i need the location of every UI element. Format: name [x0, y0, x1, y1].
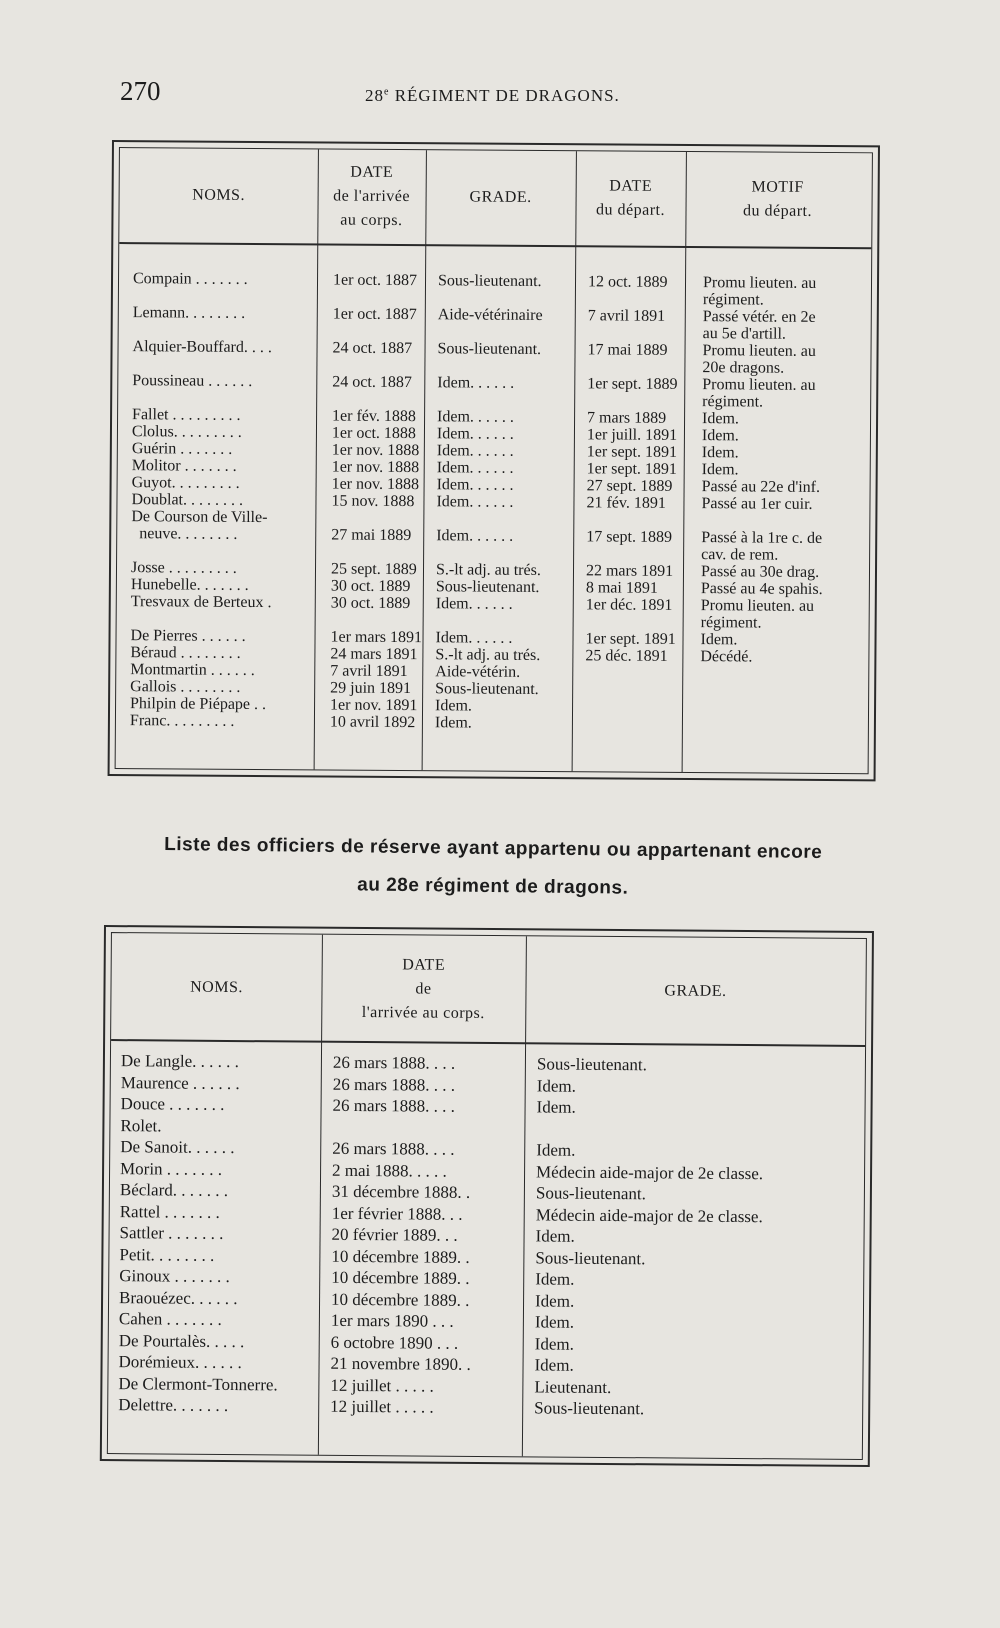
cell-nom: Guyot. . . . . . . . . [131, 474, 240, 492]
cell-date-arrivee: 1er nov. 1888 [331, 441, 420, 460]
header-date-arrivee: DATE de l'arrivée au corps. [333, 163, 411, 230]
cell-nom: De Langle. . . . . . [120, 1051, 240, 1072]
cell-grade: Sous-lieutenant. [534, 1398, 645, 1419]
cell-motif: Idem. [701, 427, 739, 445]
cell-motif: régiment. [702, 291, 764, 309]
cell-nom: Rattel . . . . . . . [119, 1201, 220, 1222]
cell-date-arrivee: 1er fév. 1888 [332, 407, 416, 426]
table-row [104, 1201, 870, 1226]
cell-date-arrivee: 26 mars 1888. . . . [332, 1095, 455, 1116]
cell-date-arrivee: 1er nov. 1888 [331, 475, 420, 494]
cell-motif: Promu lieuten. au [702, 376, 816, 394]
cell-date-arrivee: 25 sept. 1889 [330, 560, 417, 579]
cell-nom: Petit. . . . . . . . [119, 1244, 215, 1265]
cell-nom: neuve. . . . . . . . [131, 525, 238, 543]
cell-motif: Passé au 1er cuir. [701, 495, 813, 513]
table-row [103, 1287, 869, 1311]
header-date-depart: DATE du départ. [595, 177, 666, 219]
header-date-arrivee: DATE de l'arrivée au corps. [361, 956, 485, 1022]
cell-date-depart: 1er sept. 1891 [585, 630, 676, 648]
cell-grade: S.-lt adj. au trés. [435, 646, 541, 665]
cell-date-depart: 1er sept. 1889 [587, 375, 678, 393]
cell-grade: Sous-lieutenant. [437, 340, 542, 359]
cell-date-depart: 17 sept. 1889 [586, 528, 673, 546]
cell-grade: Idem. . . . . . [436, 459, 514, 477]
cell-date-arrivee: 10 décembre 1889. . [331, 1267, 470, 1288]
cell-grade: Idem. [536, 1075, 577, 1096]
cell-nom: De Pourtalès. . . . . [118, 1330, 245, 1351]
section-title-line-1: Liste des officiers de réserve ayant appartenu ou appartenant encore [164, 833, 823, 864]
cell-grade: Aide-vétérinaire [437, 306, 543, 325]
table-row [103, 1266, 869, 1289]
cell-nom: Rolet. [120, 1115, 162, 1135]
cell-date-arrivee: 24 mars 1891 [330, 645, 418, 664]
table-row [104, 1158, 870, 1183]
page-number: 270 [120, 76, 161, 106]
cell-motif: Idem. [701, 444, 739, 462]
cell-grade: Idem. [534, 1355, 574, 1375]
cell-date-arrivee: 24 oct. 1887 [332, 373, 412, 392]
cell-date-arrivee: 12 juillet . . . . . [330, 1375, 434, 1396]
cell-motif: Promu lieuten. au [702, 274, 817, 292]
cell-nom: Lemann. . . . . . . . [132, 304, 246, 322]
cell-date-arrivee: 26 mars 1888. . . . [332, 1074, 456, 1095]
cell-date-arrivee: 27 mai 1889 [331, 526, 412, 545]
cell-motif: Promu lieuten. au [702, 342, 816, 360]
cell-nom: Guérin . . . . . . . [131, 440, 233, 458]
running-title [365, 86, 620, 106]
cell-nom: Dorémieux. . . . . . [118, 1352, 242, 1373]
cell-date-depart: 7 avril 1891 [587, 307, 666, 325]
cell-grade: Sous-lieutenant. [535, 1183, 646, 1204]
cell-nom: Hunebelle. . . . . . . [130, 576, 249, 594]
cell-grade: Aide-vétérin. [435, 663, 521, 681]
cell-nom: Molitor . . . . . . . [131, 457, 237, 475]
cell-date-arrivee: 24 oct. 1887 [332, 339, 413, 358]
table-row [103, 1352, 869, 1375]
running-title-ordinal: 28 [365, 86, 384, 105]
cell-motif: Idem. [702, 410, 740, 428]
cell-nom: Josse . . . . . . . . . [130, 559, 237, 577]
cell-nom: Béclard. . . . . . . [119, 1180, 229, 1200]
cell-motif: au 5e d'artill. [702, 325, 787, 343]
header-grade: GRADE. [469, 188, 532, 206]
cell-nom: Montmartin . . . . . . [130, 661, 255, 680]
cell-nom: Doublat. . . . . . . . [131, 491, 244, 509]
cell-grade: Idem. [434, 697, 472, 715]
cell-nom: Franc. . . . . . . . . [129, 712, 235, 730]
cell-nom: Douce . . . . . . . [120, 1094, 225, 1114]
section-title [108, 825, 879, 910]
cell-date-arrivee: 1er mars 1890 . . . [330, 1310, 454, 1331]
cell-date-arrivee: 1er nov. 1891 [330, 696, 418, 715]
cell-date-arrivee: 7 avril 1891 [330, 662, 408, 681]
cell-nom: Compain . . . . . . . [132, 270, 248, 288]
cell-date-arrivee: 20 février 1889. . . [331, 1224, 458, 1245]
cell-grade: Idem. [434, 714, 472, 732]
cell-date-arrivee: 1er mars 1891 [330, 628, 423, 647]
cell-motif: Passé à la 1re c. de [701, 529, 823, 547]
cell-grade: Idem. . . . . . [436, 527, 514, 545]
cell-grade: Médecin aide-major de 2e classe. [535, 1204, 763, 1226]
cell-nom: Gallois . . . . . . . . [130, 678, 241, 696]
cell-motif: Promu lieuten. au [700, 597, 815, 615]
cell-date-arrivee: 15 nov. 1888 [331, 492, 415, 511]
cell-grade: Idem. . . . . . [436, 442, 514, 460]
table-row [102, 1373, 868, 1397]
cell-motif: régiment. [700, 614, 762, 632]
cell-date-arrivee: 10 avril 1892 [329, 713, 416, 732]
cell-grade: Médecin aide-major de 2e classe. [536, 1161, 764, 1183]
cell-date-depart: 1er sept. 1891 [586, 460, 677, 478]
cell-date-depart: 22 mars 1891 [585, 562, 674, 580]
cell-date-depart: 12 oct. 1889 [587, 273, 668, 291]
cell-nom: Poussineau . . . . . . [132, 372, 253, 390]
cell-motif: Idem. [700, 631, 738, 649]
cell-motif: régiment. [702, 393, 764, 411]
table-row [105, 1094, 871, 1117]
table-row [103, 1244, 869, 1268]
cell-nom: Clolus. . . . . . . . . [131, 423, 242, 441]
cell-date-arrivee: 26 mars 1888. . . . [332, 1052, 456, 1073]
table-row [105, 1051, 871, 1075]
table-row [102, 1395, 868, 1419]
cell-nom: Braouézec. . . . . . [119, 1287, 238, 1308]
cell-grade: Idem. [535, 1226, 575, 1246]
header-noms: NOMS. [190, 978, 243, 997]
table-row [103, 1330, 869, 1354]
section-title-line-2: au 28e régiment de dragons. [357, 874, 629, 899]
table-row [105, 1115, 871, 1135]
cell-grade: Idem. . . . . . [435, 629, 513, 647]
cell-grade: Idem. . . . . . [436, 476, 514, 494]
cell-date-arrivee: 31 décembre 1888. . [331, 1181, 471, 1202]
cell-date-arrivee: 1er février 1888. . . [331, 1203, 463, 1224]
header-grade: GRADE. [664, 982, 727, 1000]
cell-date-arrivee: 21 novembre 1890. . [330, 1353, 471, 1374]
cell-date-arrivee: 30 oct. 1889 [330, 577, 411, 596]
cell-grade: S.-lt adj. au trés. [435, 561, 541, 580]
cell-nom: De Clermont-Tonnerre. [118, 1373, 278, 1394]
cell-date-arrivee: 1er nov. 1888 [331, 458, 420, 477]
cell-nom: Cahen . . . . . . . [118, 1309, 222, 1329]
cell-grade: Sous-lieutenant. [435, 680, 539, 698]
cell-date-arrivee: 10 décembre 1889. . [330, 1289, 470, 1310]
cell-grade: Idem. [534, 1312, 575, 1332]
cell-grade: Idem. [534, 1333, 574, 1354]
cell-nom: Sattler . . . . . . . [119, 1223, 224, 1243]
cell-motif: Passé au 4e spahis. [700, 580, 823, 598]
table-row [111, 525, 875, 547]
cell-nom: Maurence . . . . . . [120, 1072, 240, 1093]
officers-table [108, 140, 880, 781]
officers-table-header [113, 142, 878, 247]
cell-motif: Passé au 30e drag. [700, 563, 820, 581]
cell-date-depart: 7 mars 1889 [587, 409, 667, 427]
cell-grade: Idem. [536, 1097, 576, 1117]
table-row [113, 270, 877, 292]
cell-nom: De Courson de Ville- [131, 508, 268, 527]
cell-nom: Philpin de Piépape . . [130, 695, 267, 714]
cell-date-arrivee: 10 décembre 1889. . [331, 1246, 470, 1267]
cell-motif: Passé vétér. en 2e [702, 308, 816, 326]
cell-date-depart: 1er sept. 1891 [586, 443, 678, 461]
cell-grade: Idem. [534, 1290, 575, 1311]
cell-date-arrivee: 1er oct. 1887 [332, 271, 418, 290]
page-header [120, 72, 900, 112]
cell-date-depart: 21 fév. 1891 [586, 494, 666, 512]
cell-nom: Béraud . . . . . . . . [130, 644, 241, 662]
cell-date-depart: 1er juill. 1891 [586, 426, 678, 444]
table-row [105, 1072, 871, 1096]
cell-date-arrivee: 6 octobre 1890 . . . [330, 1332, 459, 1353]
cell-nom: De Pierres . . . . . . [130, 627, 246, 645]
cell-grade: Idem. . . . . . [435, 595, 513, 613]
cell-date-arrivee: 29 juin 1891 [330, 679, 412, 698]
table-row [104, 1137, 870, 1160]
cell-nom: Ginoux . . . . . . . [119, 1266, 230, 1286]
reserve-officers-table [100, 925, 874, 1467]
table-row [110, 712, 874, 732]
cell-motif: Décédé. [700, 648, 753, 666]
cell-date-arrivee: 2 mai 1888. . . . . [332, 1160, 447, 1181]
cell-grade: Idem. . . . . . [436, 425, 514, 443]
cell-date-arrivee: 1er oct. 1887 [332, 305, 417, 324]
header-noms: NOMS. [192, 186, 246, 204]
cell-motif: Idem. [701, 461, 739, 479]
cell-nom: Tresvaux de Berteux . [130, 593, 272, 612]
cell-grade: Sous-lieutenant. [536, 1054, 648, 1075]
cell-date-arrivee: 1er oct. 1888 [331, 424, 417, 443]
table-row [103, 1309, 869, 1332]
header-motif: MOTIF du départ. [742, 178, 813, 220]
cell-nom: Morin . . . . . . . [120, 1158, 223, 1179]
cell-date-arrivee: 12 juillet . . . . . [330, 1396, 434, 1417]
cell-date-depart: 8 mai 1891 [585, 579, 658, 597]
cell-grade: Sous-lieutenant. [437, 272, 542, 291]
cell-grade: Sous-lieutenant. [435, 578, 540, 596]
cell-date-arrivee: 26 mars 1888. . . . [332, 1138, 455, 1159]
cell-motif: Passé au 22e d'inf. [701, 478, 821, 496]
cell-motif: cav. de rem. [701, 546, 779, 564]
cell-date-depart: 25 déc. 1891 [585, 647, 668, 665]
cell-grade: Lieutenant. [534, 1376, 612, 1397]
cell-nom: De Sanoit. . . . . . [120, 1137, 235, 1158]
cell-grade: Idem. . . . . . [436, 493, 514, 511]
cell-grade: Idem. . . . . . [437, 374, 515, 392]
cell-date-depart: 17 mai 1889 [587, 341, 668, 359]
cell-date-depart: 1er déc. 1891 [585, 596, 673, 614]
cell-grade: Idem. [535, 1269, 575, 1289]
cell-date-depart: 27 sept. 1889 [586, 477, 673, 495]
cell-nom: Fallet . . . . . . . . . [132, 406, 241, 424]
running-title-text: RÉGIMENT DE DRAGONS. [394, 86, 620, 105]
cell-grade: Idem. . . . . . [437, 408, 515, 426]
cell-nom: Alquier-Bouffard. . . . [132, 338, 272, 357]
cell-grade: Idem. [536, 1140, 576, 1160]
cell-motif: 20e dragons. [702, 359, 785, 377]
cell-date-arrivee: 30 oct. 1889 [330, 594, 411, 613]
cell-grade: Sous-lieutenant. [535, 1247, 646, 1268]
cell-nom: Delettre. . . . . . . [118, 1395, 229, 1415]
running-title-sup: e [384, 86, 390, 98]
